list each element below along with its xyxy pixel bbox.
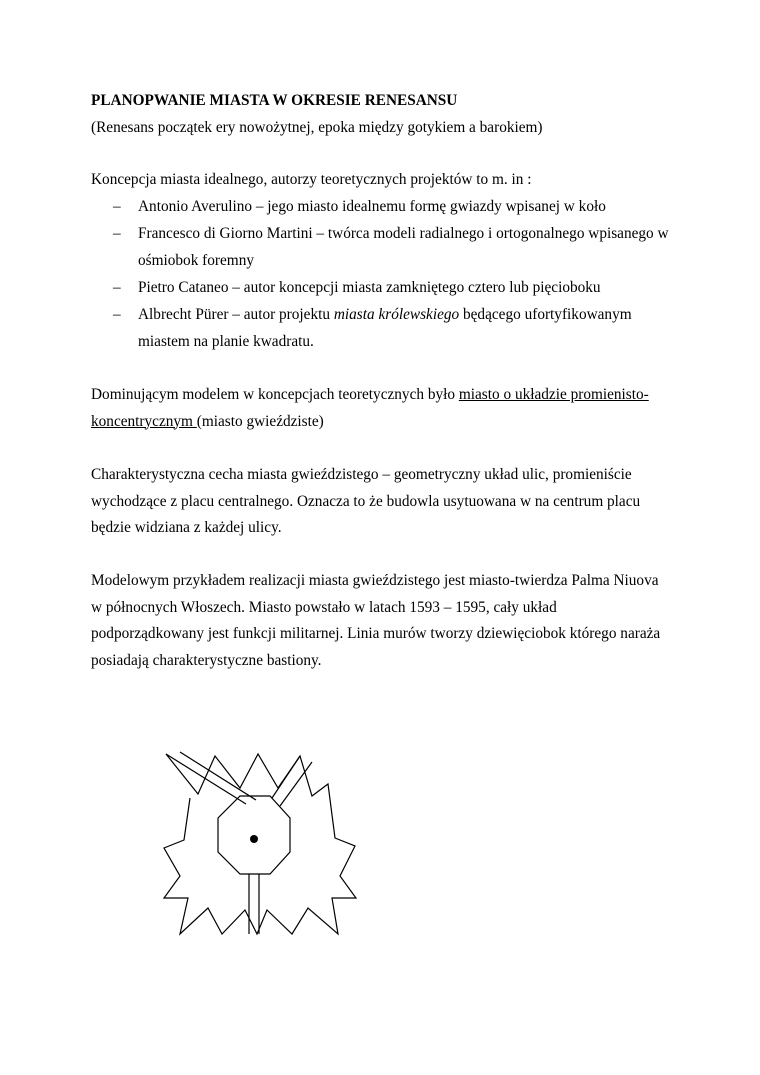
emphasis-text: miasta królewskiego <box>333 306 460 323</box>
list-item-text: Pietro Cataneo – autor koncepcji miasta zamkniętego cztero lub pięcioboku <box>138 279 601 296</box>
paragraph-line: wychodzące z placu centralnego. Oznacza to że budowla usytuowana w na centrum placu <box>91 492 641 510</box>
list-item-text: Antonio Averulino – jego miasto idealnemu formę gwiazdy wpisanej w koło <box>138 198 606 215</box>
paragraph-example <box>91 568 700 674</box>
paragraph-line: podporządkowany jest funkcji militarnej. Linia murów tworzy dziewięciobok którego naraża <box>91 625 661 642</box>
dash-marker: – <box>113 279 121 296</box>
dash-marker: – <box>113 225 121 242</box>
paragraph-line: w północnych Włoszech. Miasto powstało w latach 1593 – 1595, cały układ <box>91 598 557 616</box>
paragraph-model <box>91 382 700 435</box>
list-item-text: Albrecht Pürer – autor projektu <box>138 306 334 323</box>
paragraph-line: będzie widziana z każdej ulicy. <box>91 519 282 536</box>
paragraph-text: (miasto gwieździste) <box>196 412 324 430</box>
radial-street-line <box>272 756 300 798</box>
list-item <box>91 302 700 355</box>
star-city-plan-diagram <box>160 748 360 938</box>
list-item-text: będącego ufortyfikowanym <box>459 306 632 323</box>
bastion-wall-outline <box>164 754 356 934</box>
center-point <box>250 835 258 843</box>
list-item-text: Francesco di Giorno Martini – twórca modeli radialnego i ortogonalnego wpisanego w <box>138 225 669 242</box>
paragraph-line: Modelowym przykładem realizacji miasta gwieździstego jest miasto-twierdza Palma Niuova <box>91 572 659 589</box>
intro-text: Koncepcja miasta idealnego, autorzy teoretycznych projektów to m. in : <box>91 171 532 188</box>
underlined-text: koncentrycznym <box>91 412 197 430</box>
list-item-text-cont: miastem na planie kwadratu. <box>138 332 314 350</box>
paragraph-text: Dominującym modelem w koncepcjach teoretycznych było <box>91 386 459 403</box>
underlined-text: miasto o układzie promienisto- <box>458 386 649 403</box>
radial-street-line <box>166 754 246 804</box>
list-item <box>91 194 700 221</box>
dash-marker: – <box>113 198 121 215</box>
paragraph-feature <box>91 462 700 542</box>
page-title: PLANOPWANIE MIASTA W OKRESIE RENESANSU <box>91 92 458 109</box>
paragraph-line: posiadają charakterystyczne bastiony. <box>91 651 322 669</box>
radial-street-line <box>280 762 312 806</box>
subtitle: (Renesans początek ery nowożytnej, epoka między gotykiem a barokiem) <box>91 119 543 136</box>
list-item-text-cont: ośmiobok foremny <box>138 251 254 269</box>
dash-marker: – <box>113 306 121 323</box>
list-item <box>91 275 700 302</box>
list-item <box>91 221 700 274</box>
paragraph-line: Charakterystyczna cecha miasta gwieździstego – geometryczny układ ulic, promieniście <box>91 466 632 483</box>
